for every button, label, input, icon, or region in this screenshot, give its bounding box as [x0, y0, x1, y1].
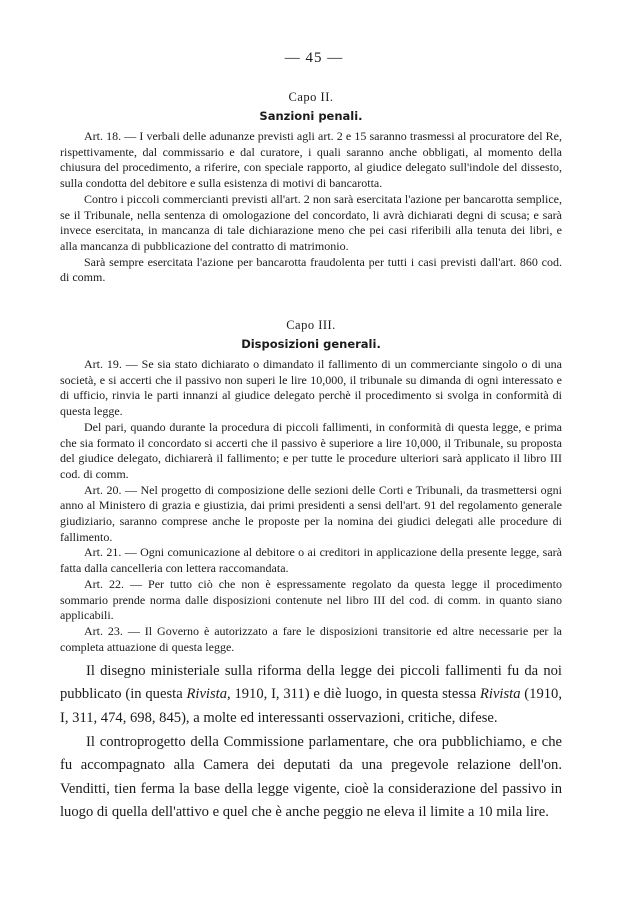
commentary-text: 1910, I, 311) e diè luogo, in questa stessa [230, 686, 480, 703]
chapter-3-title: Disposizioni generali. [241, 337, 381, 351]
article-21: Art. 21. — Ogni comunicazione al debitore o ai creditori in applicazione della presente legge, sarà fatta dalla cancelleria con lettera raccomandata. [60, 545, 562, 576]
chapter-2-section [60, 90, 562, 286]
page-number: — 45 — [284, 50, 344, 66]
chapter-3-section [60, 318, 562, 655]
chapter-3-paragraph: Del pari, quando durante la procedura di piccoli fallimenti, in conformità di questa legge, e prima che sia formato il concordato si accerti che il passivo è superiore a lire 10,000, il Tribunale, su proposta del giudice delegato, dichiarerà il fallimento; e per tutte le procedure ulteriori sarà applicato il libro III cod. di comm. [60, 419, 562, 481]
chapter-2-title: Sanzioni penali. [259, 109, 363, 123]
chapter-3-cap: Capo III. [286, 318, 336, 332]
commentary-paragraph-2: Il controprogetto della Commissione parlamentare, che ora pubblichiamo, e che fu accompagnato alla Camera dei deputati da una pregevole relazione dell'on. Venditti, tien ferma la base della legge vigente, cioè la considerazione del passivo in luogo di quella dell'attivo e quel che è anche peggio ne eleva il limite a 10 mila lire. [60, 733, 562, 820]
journal-title: Rivista [479, 686, 521, 703]
article-19: Art. 19. — Se sia stato dichiarato o dimandato il fallimento di un commerciante singolo o di una società, e si accerti che il passivo non superi le lire 10,000, il tribunale su dimanda di ogni interessato e di ufficio, rinvia le parti innanzi al giudice delegato perchè il procedimento si svolga in conformità di questa legge. [60, 357, 562, 419]
commentary-text: (1910, I, 311, 474, 698, 845), a molte ed interessanti osservazioni, critiche, difese. [60, 686, 562, 726]
journal-title: Rivista, [186, 686, 231, 703]
chapter-2-paragraph: Sarà sempre esercitata l'azione per bancarotta fraudolenta per tutti i casi previsti dall'art. 860 cod. di comm. [60, 254, 562, 285]
chapter-2-cap: Capo II. [288, 90, 334, 104]
article-18: Art. 18. — I verbali delle adunanze previsti agli art. 2 e 15 saranno trasmessi al procuratore del Re, rispettivamente, dal commissario e dal curatore, i quali saranno anche obbligati, al momento della chiusura del procedimento, a riferire, con speciale rapporto, al giudice delegato sull'indole del dissesto, sulla condotta del debitore e sulla esistenza di motivi di bancarotta. [60, 129, 562, 191]
commentary-section [60, 660, 562, 824]
article-22: Art. 22. — Per tutto ciò che non è espressamente regolato da questa legge il procedimento sommario prende norma dalle disposizioni contenute nel libro III del cod. di comm. in quanto siano applicabili. [60, 576, 562, 623]
chapter-2-paragraph: Contro i piccoli commercianti previsti all'art. 2 non sarà esercitata l'azione per bancarotta semplice, se il Tribunale, nella sentenza di omologazione del concordato, li avrà dichiarati degni di scusa; e sarà invece esercitata, in mancanza di tale dichiarazione meno che pei casi riferibili alla tenuta dei libri, e alla mancanza di pubblicazione del contratto di matrimonio. [60, 191, 562, 253]
article-20: Art. 20. — Nel progetto di composizione delle sezioni delle Corti e Tribunali, da trasmettersi ogni anno al Ministero di grazia e giustizia, dai primi presidenti a sensi dell'art. 91 del regolamento generale giudiziario, saranno comprese anche le proposte per la nomina dei giudici delegati alle procedure di fallimento. [60, 482, 562, 544]
commentary-paragraph-1 [60, 660, 562, 730]
commentary-text: Il disegno ministeriale sulla riforma della legge dei piccoli fallimenti fu da noi pubblicato (in questa [60, 663, 562, 703]
article-23: Art. 23. — Il Governo è autorizzato a fare le disposizioni transitorie ed altre necessarie per la completa attuazione di questa legge. [60, 623, 562, 654]
